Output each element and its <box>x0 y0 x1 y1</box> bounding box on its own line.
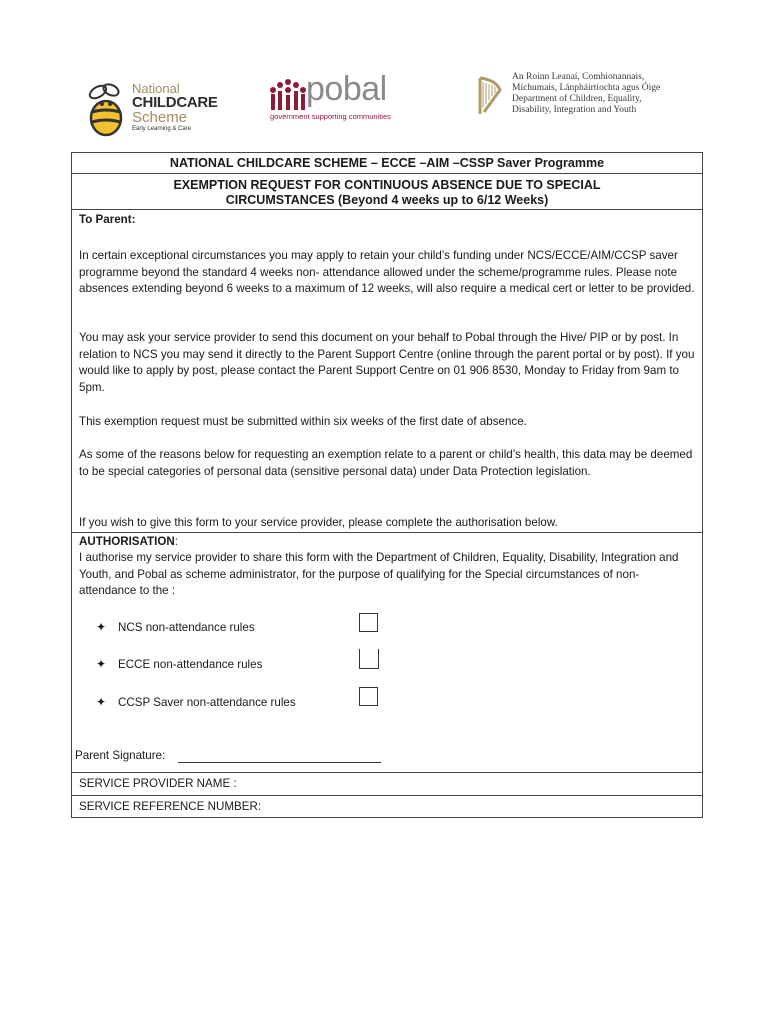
harp-icon <box>474 76 504 116</box>
bullet-icon: ✦ <box>96 657 107 671</box>
ncs-checkbox[interactable] <box>359 613 378 632</box>
ecce-checkbox[interactable] <box>359 649 379 669</box>
option-ccsp-label: CCSP Saver non-attendance rules <box>118 696 296 709</box>
ncs-logo-line3: Scheme <box>132 109 188 126</box>
intro-paragraph: In certain exceptional circumstances you may apply to retain your child’s funding under NCS/ECCE/AIM/CCSP saver programme beyond the standard 4 weeks non- attendance allowed under the scheme/programme rules. Please note absences extending beyond 6 weeks to a maximum of 12 weeks, will also require a medical cert or letter to be provided. <box>79 249 695 295</box>
service-reference-number-label: SERVICE REFERENCE NUMBER: <box>79 800 262 813</box>
pobal-logo <box>266 72 436 132</box>
department-line-1: An Roinn Leanaí, Comhionannais, <box>512 72 645 82</box>
parent-signature-label: Parent Signature: <box>75 749 166 762</box>
pobal-tagline: government supporting communities <box>270 112 391 121</box>
service-reference-number-field[interactable] <box>72 795 702 818</box>
form-subtitle-line1: EXEMPTION REQUEST FOR CONTINUOUS ABSENCE DUE TO SPECIAL <box>173 178 601 192</box>
ncs-logo-text <box>132 82 218 132</box>
department-name <box>512 72 660 116</box>
department-line-3: Department of Children, Equality, <box>512 94 642 104</box>
ncs-logo <box>84 76 218 140</box>
exemption-form <box>71 152 703 818</box>
authorisation-instruction: If you wish to give this form to your service provider, please complete the authorisation below. <box>79 516 558 529</box>
form-subtitle <box>72 174 702 210</box>
pobal-wordmark: pobal <box>306 70 387 108</box>
bullet-icon: ✦ <box>96 620 107 634</box>
deadline-paragraph: This exemption request must be submitted within six weeks of the first date of absence. <box>79 415 527 428</box>
bee-icon <box>84 82 130 138</box>
submission-paragraph: You may ask your service provider to send this document on your behalf to Pobal through the Hive/ PIP or by post. In relation to NCS you may send it directly to the Parent Support Centre (online through the parent portal or by post). If you would like to apply by post, please contact the Parent Support Centre on 01 906 8530, Monday to Friday from 9am to 5pm. <box>79 331 695 394</box>
option-ecce <box>96 654 262 674</box>
to-parent-heading: To Parent: <box>79 213 136 226</box>
data-protection-paragraph: As some of the reasons below for requesting an exemption relate to a parent or child’s health, this data may be deemed to be special categories of personal data (sensitive personal data) under Data Protection legislation. <box>79 448 693 478</box>
service-provider-name-label: SERVICE PROVIDER NAME : <box>79 777 237 790</box>
form-title: NATIONAL CHILDCARE SCHEME – ECCE –AIM –CSSP Saver Programme <box>72 153 702 174</box>
service-provider-name-field[interactable] <box>72 772 702 795</box>
authorisation-text: I authorise my service provider to share this form with the Department of Children, Equality, Disability, Integration and Youth, and Pobal as scheme administrator, for the purpose of qualifying for the Special circumstances of non-attendance to the : <box>79 551 679 597</box>
ncs-logo-line4: Early Learning & Care <box>132 126 192 132</box>
logo-row <box>0 72 770 142</box>
people-dots-icon <box>268 78 308 112</box>
ccsp-checkbox[interactable] <box>359 687 378 706</box>
ncs-logo-line2: CHILDCARE <box>132 94 218 111</box>
option-ncs <box>96 617 255 637</box>
department-line-4: Disability, Integration and Youth <box>512 105 637 115</box>
authorisation-divider <box>72 532 702 533</box>
ncs-logo-line1: National <box>132 81 180 96</box>
department-logo <box>474 72 694 132</box>
option-ecce-label: ECCE non-attendance rules <box>118 658 263 671</box>
authorisation-heading-colon: : <box>174 535 178 548</box>
option-ncs-label: NCS non-attendance rules <box>118 621 255 634</box>
authorisation-heading <box>79 534 697 551</box>
authorisation-heading-text: AUTHORISATION <box>79 535 175 548</box>
form-subtitle-line2: CIRCUMSTANCES (Beyond 4 weeks up to 6/12 Weeks) <box>225 193 549 207</box>
parent-signature-field[interactable] <box>178 762 381 763</box>
option-ccsp <box>96 692 296 712</box>
department-line-2: Míchumais, Lánpháirtíochta agus Óige <box>512 83 661 93</box>
bullet-icon: ✦ <box>96 695 107 709</box>
